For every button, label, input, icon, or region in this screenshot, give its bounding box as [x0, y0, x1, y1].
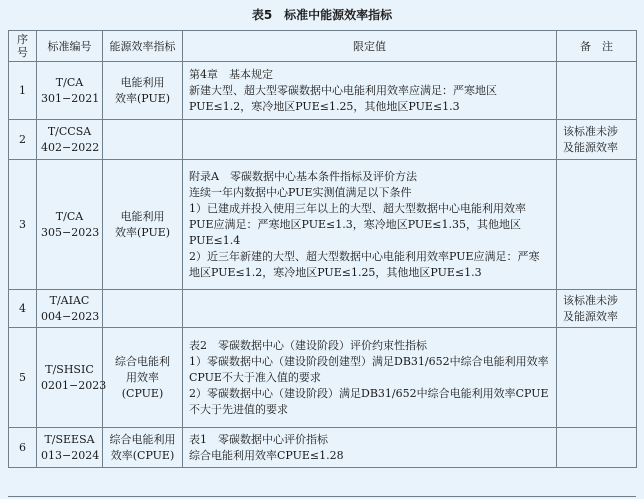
cell-code-line: 0201−2023	[41, 378, 107, 392]
cell-limit	[183, 290, 557, 328]
cell-indicator-line: 综合电能利用	[109, 432, 176, 446]
table-row	[9, 428, 637, 468]
energy-efficiency-table	[8, 30, 637, 468]
cell-indicator-line: 综合电能利	[115, 354, 170, 368]
cell-limit-line: 表1 零碳数据中心评价指标	[189, 432, 328, 446]
cell-indicator-line: 效率(PUE)	[114, 225, 171, 239]
cell-remark	[557, 62, 637, 120]
table-caption: 表5 标准中能源效率指标	[251, 8, 393, 22]
cell-remark-line: 该标准未涉	[563, 124, 618, 138]
cell-limit	[183, 62, 557, 120]
cell-limit-line: 综合电能利用效率CPUE≤1.28	[189, 448, 344, 462]
cell-seq: 2	[9, 120, 37, 160]
cell-indicator	[103, 290, 183, 328]
cell-indicator	[103, 428, 183, 468]
cell-limit-line: 连续一年内数据中心PUE实测值满足以下条件	[189, 185, 412, 199]
cell-limit	[183, 328, 557, 428]
table-row	[9, 160, 637, 290]
cell-indicator	[103, 160, 183, 290]
cell-indicator-line: 效率(CPUE)	[110, 448, 175, 462]
cell-remark-line: 及能源效率	[563, 140, 618, 154]
cell-remark	[557, 160, 637, 290]
cell-limit-line: 第4章 基本规定	[189, 67, 273, 81]
cell-indicator-line: 电能利用	[120, 75, 165, 89]
cell-limit-line: 1）已建成并投入使用三年以上的大型、超大型数据中心电能利用效率PUE应满足：严寒地区PUE≤1.3，寒冷地区PUE≤1.35，其他地区PUE≤1.4	[189, 201, 526, 247]
cell-limit-line: 新建大型、超大型零碳数据中心电能利用效率应满足：严寒地区PUE≤1.2，寒冷地区PUE≤1.25，其他地区PUE≤1.3	[189, 83, 497, 113]
cell-remark	[557, 290, 637, 328]
header-indicator: 能源效率指标	[103, 31, 183, 62]
header-code: 标准编号	[37, 31, 103, 62]
cell-limit	[183, 160, 557, 290]
cell-indicator	[103, 62, 183, 120]
cell-limit-line: 2）近三年新建的大型、超大型数据中心电能利用效率PUE应满足：严寒地区PUE≤1.2，寒冷地区PUE≤1.25，其他地区PUE≤1.3	[189, 249, 540, 279]
cell-limit	[183, 428, 557, 468]
table-row	[9, 290, 637, 328]
cell-code	[37, 120, 103, 160]
cell-code-line: 013−2024	[41, 448, 100, 462]
cell-code-line: 301−2021	[41, 91, 100, 105]
table-row	[9, 328, 637, 428]
cell-limit-line: 附录A 零碳数据中心基本条件指标及评价方法	[189, 169, 417, 183]
header-limit: 限定值	[183, 31, 557, 62]
cell-seq: 6	[9, 428, 37, 468]
cell-remark	[557, 120, 637, 160]
cell-seq: 5	[9, 328, 37, 428]
cell-limit-line: 2）零碳数据中心（建设阶段）满足DB31/652中综合电能利用效率CPUE不大于先进值的要求	[189, 386, 549, 416]
cell-remark	[557, 428, 637, 468]
cell-limit	[183, 120, 557, 160]
cell-seq: 4	[9, 290, 37, 328]
header-seq: 序号	[9, 31, 37, 62]
cell-code-line: 004−2023	[41, 309, 100, 323]
table-bottom-rule	[8, 496, 636, 497]
cell-indicator	[103, 120, 183, 160]
cell-code	[37, 290, 103, 328]
cell-indicator-line: (CPUE)	[121, 386, 164, 400]
cell-indicator-line: 电能利用	[120, 209, 165, 223]
table-row	[9, 120, 637, 160]
cell-code-line: T/SEESA	[44, 432, 95, 446]
cell-code-line: T/CA	[55, 209, 84, 223]
cell-indicator	[103, 328, 183, 428]
cell-seq: 3	[9, 160, 37, 290]
cell-code-line: T/CA	[55, 75, 84, 89]
cell-code-line: T/AIAC	[49, 293, 90, 307]
cell-code	[37, 160, 103, 290]
cell-code-line: 305−2023	[41, 225, 100, 239]
cell-code	[37, 62, 103, 120]
cell-code-line: 402−2022	[41, 140, 100, 154]
cell-seq: 1	[9, 62, 37, 120]
cell-remark-line: 该标准未涉	[563, 293, 618, 307]
cell-code	[37, 428, 103, 468]
table-row	[9, 62, 637, 120]
cell-code	[37, 328, 107, 428]
cell-remark	[557, 328, 637, 428]
header-row	[9, 31, 637, 62]
cell-indicator-line: 用效率	[126, 370, 159, 384]
cell-code-line: T/CCSA	[47, 124, 92, 138]
cell-code-line: T/SHSIC	[45, 362, 94, 376]
cell-limit-line: 表2 零碳数据中心（建设阶段）评价约束性指标	[189, 338, 427, 352]
cell-limit-line: 1）零碳数据中心（建设阶段创建型）满足DB31/652中综合电能利用效率CPUE不大于准入值的要求	[189, 354, 549, 384]
cell-indicator-line: 效率(PUE)	[114, 91, 171, 105]
header-remark: 备 注	[557, 31, 637, 62]
cell-remark-line: 及能源效率	[563, 309, 618, 323]
